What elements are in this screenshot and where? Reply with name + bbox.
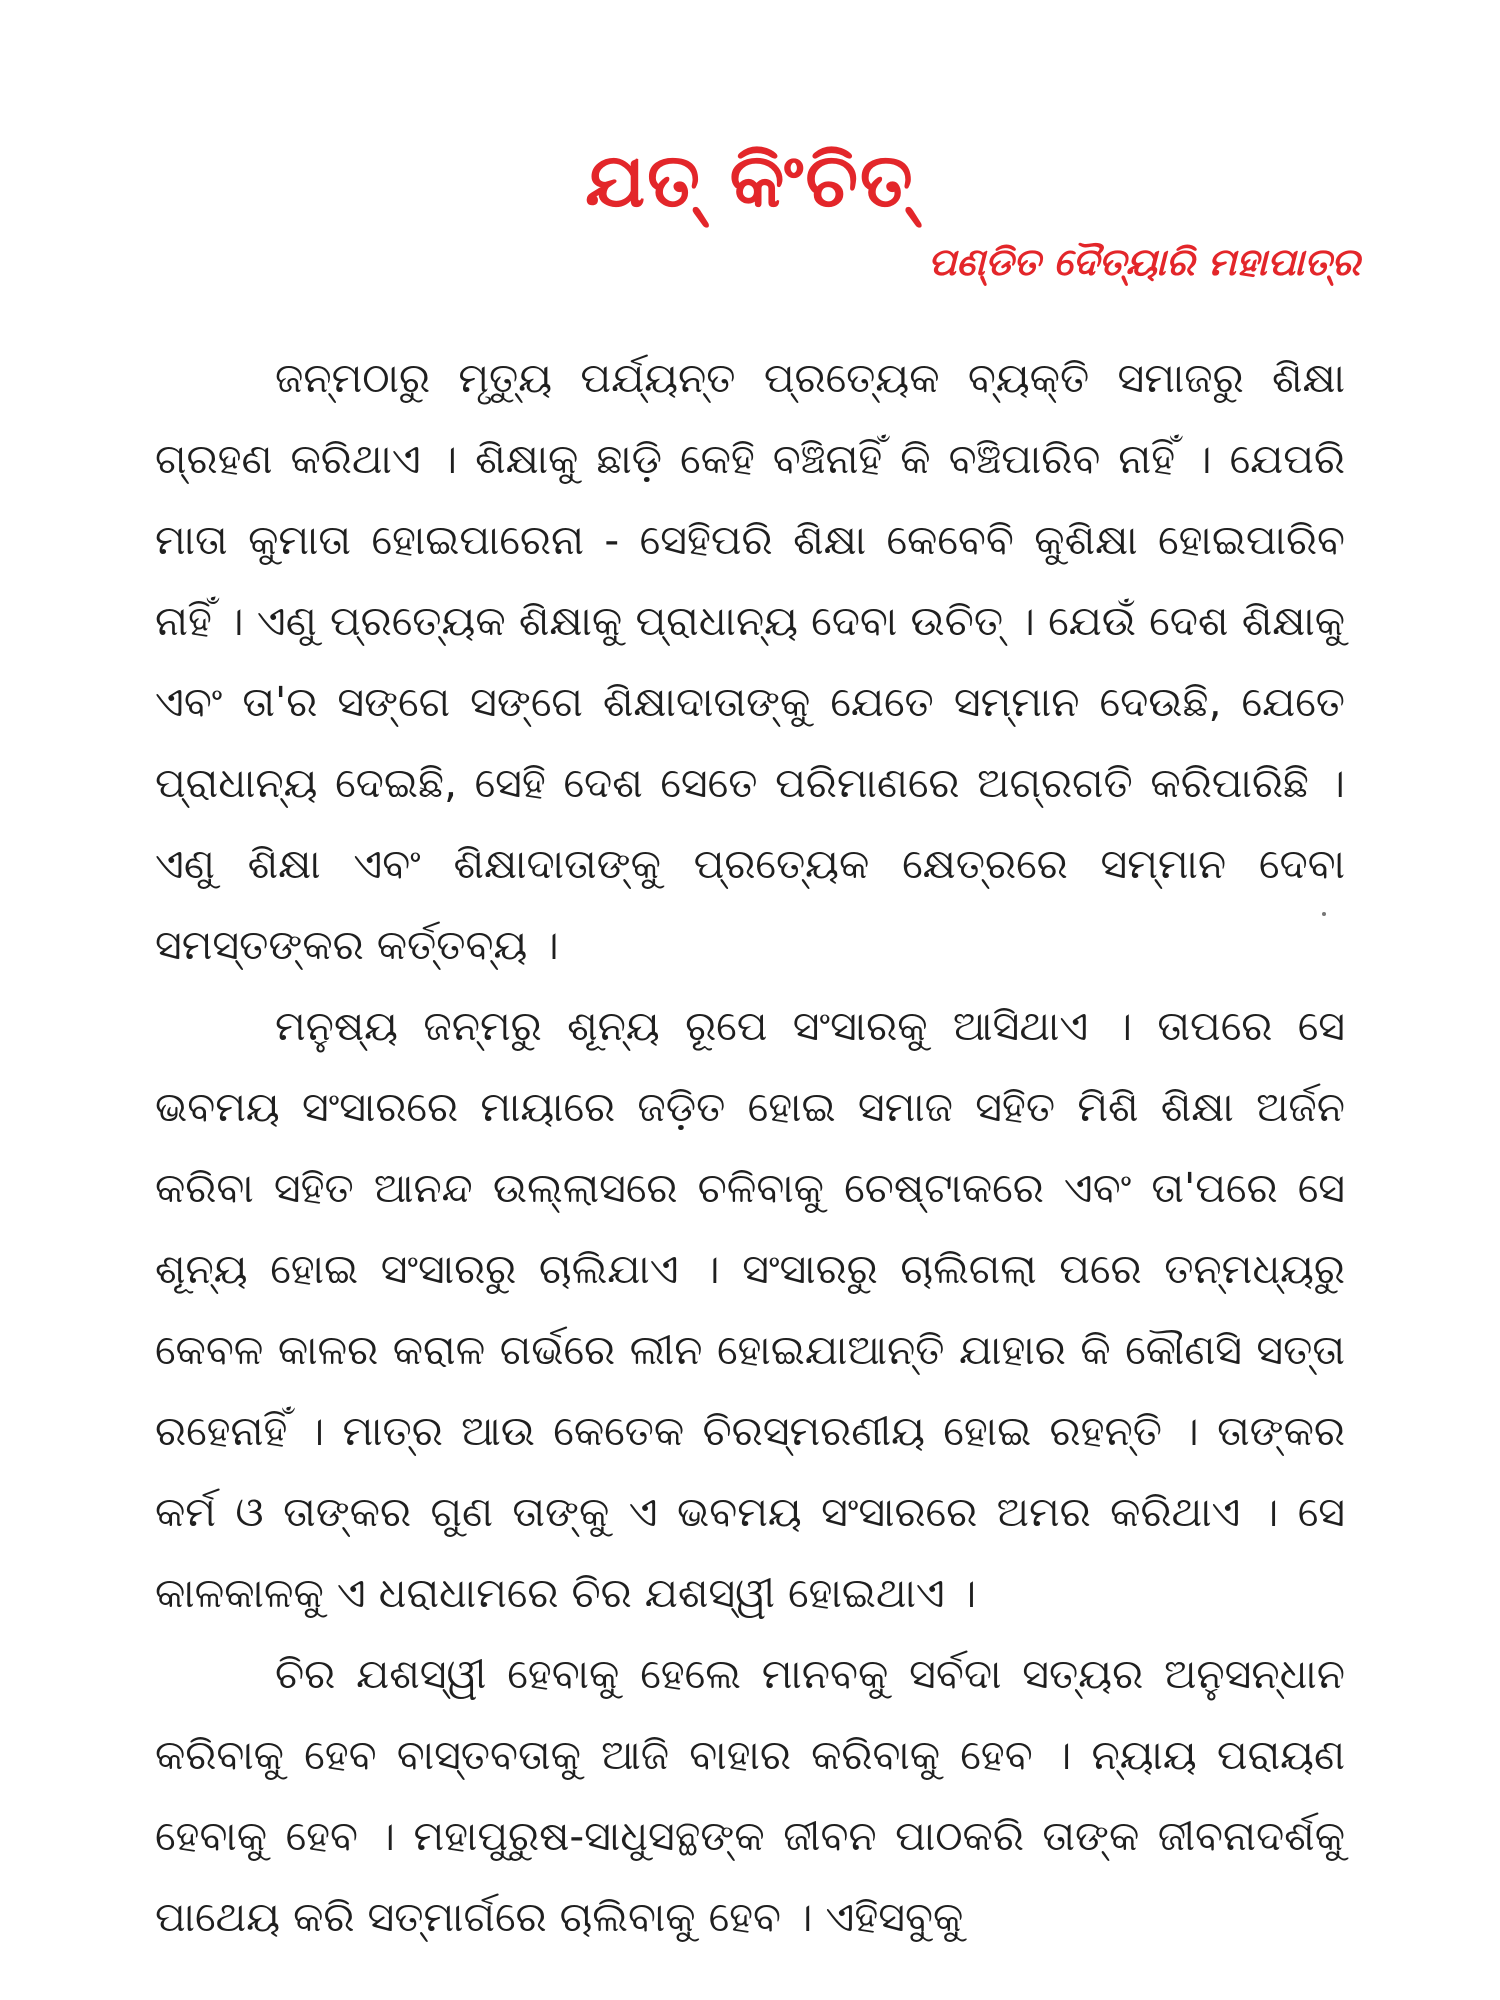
author-name: ପଣ୍ଡିତ ଦୈତ୍ୟାରି ମହାପାତ୍ର bbox=[927, 240, 1360, 284]
article-body bbox=[155, 338, 1345, 1958]
speck-mark bbox=[1322, 912, 1326, 916]
paragraph-2: ମନୁଷ୍ୟ ଜନ୍ମରୁ ଶୂନ୍ୟ ରୂପେ ସଂସାରକୁ ଆସିଥାଏ । ତାପରେ ସେ ଭବମୟ ସଂସାରରେ ମାୟାରେ ଜଡ଼ିତ ହୋଇ ସମାଜ ସହିତ ମିଶି ଶିକ୍ଷା ଅର୍ଜନ କରିବା ସହିତ ଆନନ୍ଦ ଉଲ୍ଲାସରେ ଚଳିବାକୁ ଚେଷ୍ଟାକରେ ଏବଂ ତା'ପରେ ସେ ଶୂନ୍ୟ ହୋଇ ସଂସାରରୁ ଚାଲିଯାଏ । ସଂସାରରୁ ଚାଲିଗଲା ପରେ ତନ୍ମଧ୍ୟରୁ କେବଳ କାଳର କରାଳ ଗର୍ଭରେ ଲୀନ ହୋଇଯାଆନ୍ତି ଯାହାର କି କୌଣସି ସତ୍ତା ରହେନାହିଁ । ମାତ୍ର ଆଉ କେତେକ ଚିରସ୍ମରଣୀୟ ହୋଇ ରହନ୍ତି । ତାଙ୍କର କର୍ମ ଓ ତାଙ୍କର ଗୁଣ ତାଙ୍କୁ ଏ ଭବମୟ ସଂସାରରେ ଅମର କରିଥାଏ । ସେ କାଳକାଳକୁ ଏ ଧରାଧାମରେ ଚିର ଯଶସ୍ୱୀ ହୋଇଥାଏ । bbox=[155, 1002, 1345, 1617]
article-title: ଯତ୍ କିଂଚିତ୍ bbox=[585, 138, 915, 224]
paragraph-3: ଚିର ଯଶସ୍ୱୀ ହେବାକୁ ହେଲେ ମାନବକୁ ସର୍ବଦା ସତ୍ୟର ଅନୁସନ୍ଧାନ କରିବାକୁ ହେବ ବାସ୍ତବତାକୁ ଆଜି ବାହାର କରିବାକୁ ହେବ । ନ୍ୟାୟ ପରାୟଣ ହେବାକୁ ହେବ । ମହାପୁରୁଷ-ସାଧୁସନ୍ଥଙ୍କ ଜୀବନ ପାଠକରି ତାଙ୍କ ଜୀବନାଦର୍ଶକୁ ପାଥେୟ କରି ସତ୍ମାର୍ଗରେ ଚାଲିବାକୁ ହେବ । ଏହିସବୁକୁ bbox=[155, 1650, 1345, 1941]
paragraph-1: ଜନ୍ମଠାରୁ ମୃତ୍ୟୁ ପର୍ଯ୍ୟନ୍ତ ପ୍ରତ୍ୟେକ ବ୍ୟକ୍ତି ସମାଜରୁ ଶିକ୍ଷା ଗ୍ରହଣ କରିଥାଏ । ଶିକ୍ଷାକୁ ଛାଡ଼ି କେହି ବଞ୍ଚିନାହିଁ କି ବଞ୍ଚିପାରିବ ନାହିଁ । ଯେପରି ମାତା କୁମାତା ହୋଇପାରେନା - ସେହିପରି ଶିକ୍ଷା କେବେବି କୁଶିକ୍ଷା ହୋଇପାରିବ ନାହିଁ । ଏଣୁ ପ୍ରତ୍ୟେକ ଶିକ୍ଷାକୁ ପ୍ରାଧାନ୍ୟ ଦେବା ଉଚିତ୍ । ଯେଉଁ ଦେଶ ଶିକ୍ଷାକୁ ଏବଂ ତା'ର ସଙ୍ଗେ ସଙ୍ଗେ ଶିକ୍ଷାଦାତାଙ୍କୁ ଯେତେ ସମ୍ମାନ ଦେଉଛି, ଯେତେ ପ୍ରାଧାନ୍ୟ ଦେଇଛି, ସେହି ଦେଶ ସେତେ ପରିମାଣରେ ଅଗ୍ରଗତି କରିପାରିଛି । ଏଣୁ ଶିକ୍ଷା ଏବଂ ଶିକ୍ଷାଦାତାଙ୍କୁ ପ୍ରତ୍ୟେକ କ୍ଷେତ୍ରରେ ସମ୍ମାନ ଦେବା ସମସ୍ତଙ୍କର କର୍ତ୍ତବ୍ୟ । bbox=[155, 354, 1345, 969]
